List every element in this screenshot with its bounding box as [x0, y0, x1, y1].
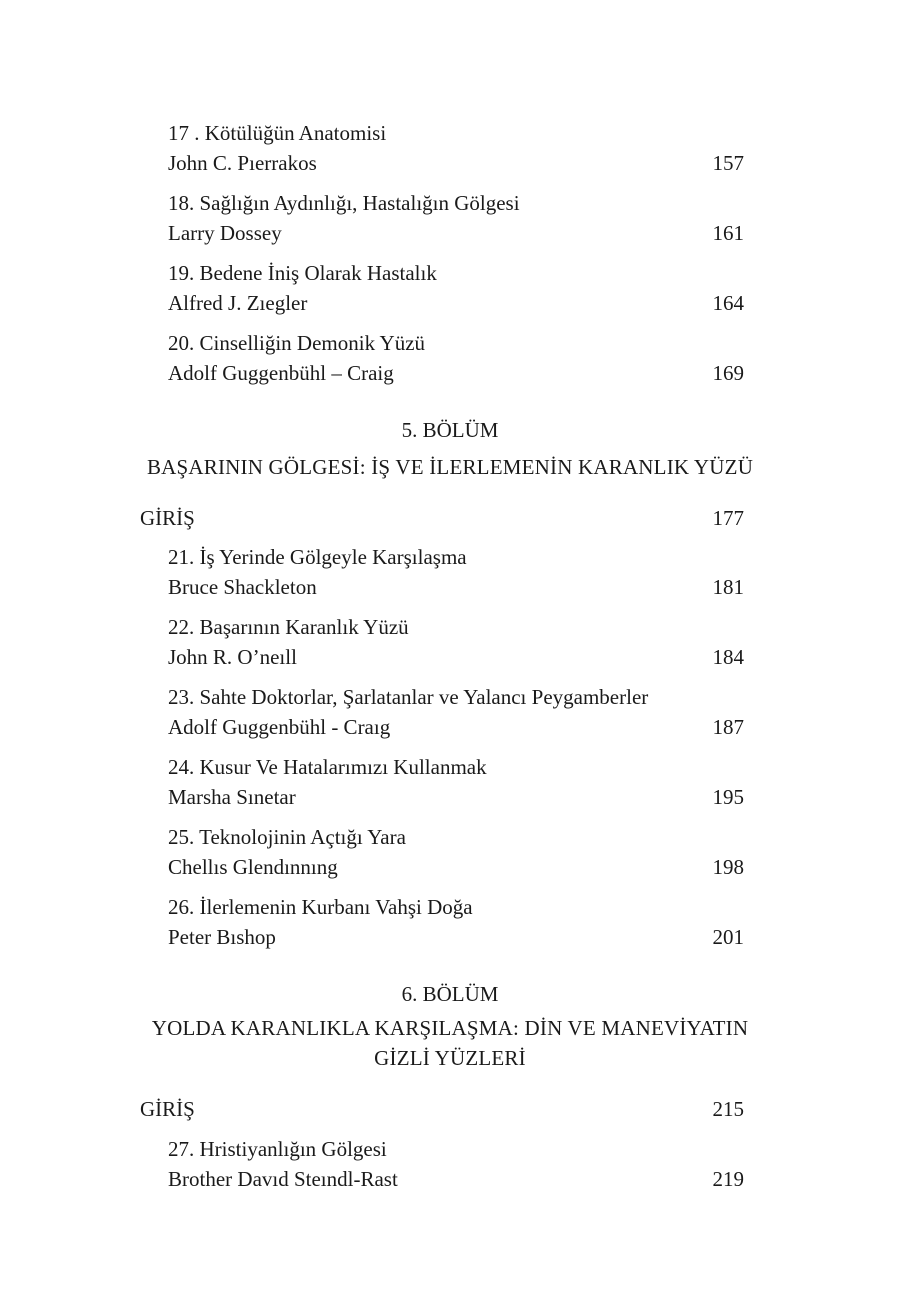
entry-author: Peter Bıshop — [168, 925, 276, 949]
entry-title: 23. Sahte Doktorlar, Şarlatanlar ve Yalancı Peygamberler — [168, 685, 649, 709]
entry-title: 21. İş Yerinde Gölgeyle Karşılaşma — [168, 545, 467, 569]
entry-author: Marsha Sınetar — [168, 785, 296, 809]
toc-entry — [168, 752, 744, 812]
entry-page: 157 — [712, 151, 744, 175]
intro-label: GİRİŞ — [140, 1097, 195, 1121]
entry-title: 22. Başarının Karanlık Yüzü — [168, 615, 409, 639]
entry-page: 219 — [712, 1167, 744, 1191]
toc-entry — [168, 822, 744, 882]
entry-title: 24. Kusur Ve Hatalarımızı Kullanmak — [168, 755, 487, 779]
entry-author: Adolf Guggenbühl – Craig — [168, 361, 394, 385]
toc-entry — [168, 1134, 744, 1194]
intro-entry — [140, 1094, 744, 1124]
toc-entry — [168, 258, 744, 318]
entry-page: 161 — [712, 221, 744, 245]
section-title: BAŞARININ GÖLGESİ: İŞ VE İLERLEMENİN KARANLIK YÜZÜ — [146, 455, 754, 479]
intro-entry — [140, 503, 744, 533]
entry-title: 26. İlerlemenin Kurbanı Vahşi Doğa — [168, 895, 473, 919]
entry-author: Bruce Shackleton — [168, 575, 317, 599]
toc-entry — [168, 612, 744, 672]
entry-author: Brother Davıd Steındl-Rast — [168, 1167, 398, 1191]
toc-entry — [168, 892, 744, 952]
intro-label: GİRİŞ — [140, 506, 195, 530]
entry-page: 201 — [712, 925, 744, 949]
entry-page: 195 — [712, 785, 744, 809]
entry-page: 181 — [712, 575, 744, 599]
entry-page: 198 — [712, 855, 744, 879]
section-heading: 5. BÖLÜM — [401, 418, 499, 442]
entry-page: 187 — [712, 715, 744, 739]
entry-author: Adolf Guggenbühl - Craıg — [168, 715, 391, 739]
intro-page: 215 — [712, 1097, 744, 1121]
section-heading: 6. BÖLÜM — [401, 982, 499, 1006]
entry-title: 19. Bedene İniş Olarak Hastalık — [168, 261, 437, 285]
section-title: GİZLİ YÜZLERİ — [374, 1046, 526, 1070]
entry-title: 17 . Kötülüğün Anatomisi — [168, 121, 387, 145]
toc-entry — [168, 118, 744, 178]
entry-title: 27. Hristiyanlığın Gölgesi — [168, 1137, 387, 1161]
section-title: YOLDA KARANLIKLA KARŞILAŞMA: DİN VE MANEVİYATIN — [151, 1016, 749, 1040]
entry-title: 25. Teknolojinin Açtığı Yara — [168, 825, 406, 849]
entry-page: 169 — [712, 361, 744, 385]
toc-entry — [168, 188, 744, 248]
entry-author: John R. O’neıll — [168, 645, 297, 669]
entry-title: 20. Cinselliğin Demonik Yüzü — [168, 331, 426, 355]
entry-page: 164 — [712, 291, 744, 315]
entry-page: 184 — [712, 645, 744, 669]
entry-author: Larry Dossey — [168, 221, 282, 245]
entry-author: Alfred J. Zıegler — [168, 291, 308, 315]
toc-entry — [168, 682, 744, 742]
entry-title: 18. Sağlığın Aydınlığı, Hastalığın Gölgesi — [168, 191, 520, 215]
intro-page: 177 — [712, 506, 744, 530]
entry-author: Chellıs Glendınnıng — [168, 855, 338, 879]
toc-entry — [168, 328, 744, 388]
toc-entry — [168, 542, 744, 602]
entry-author: John C. Pıerrakos — [168, 151, 317, 175]
